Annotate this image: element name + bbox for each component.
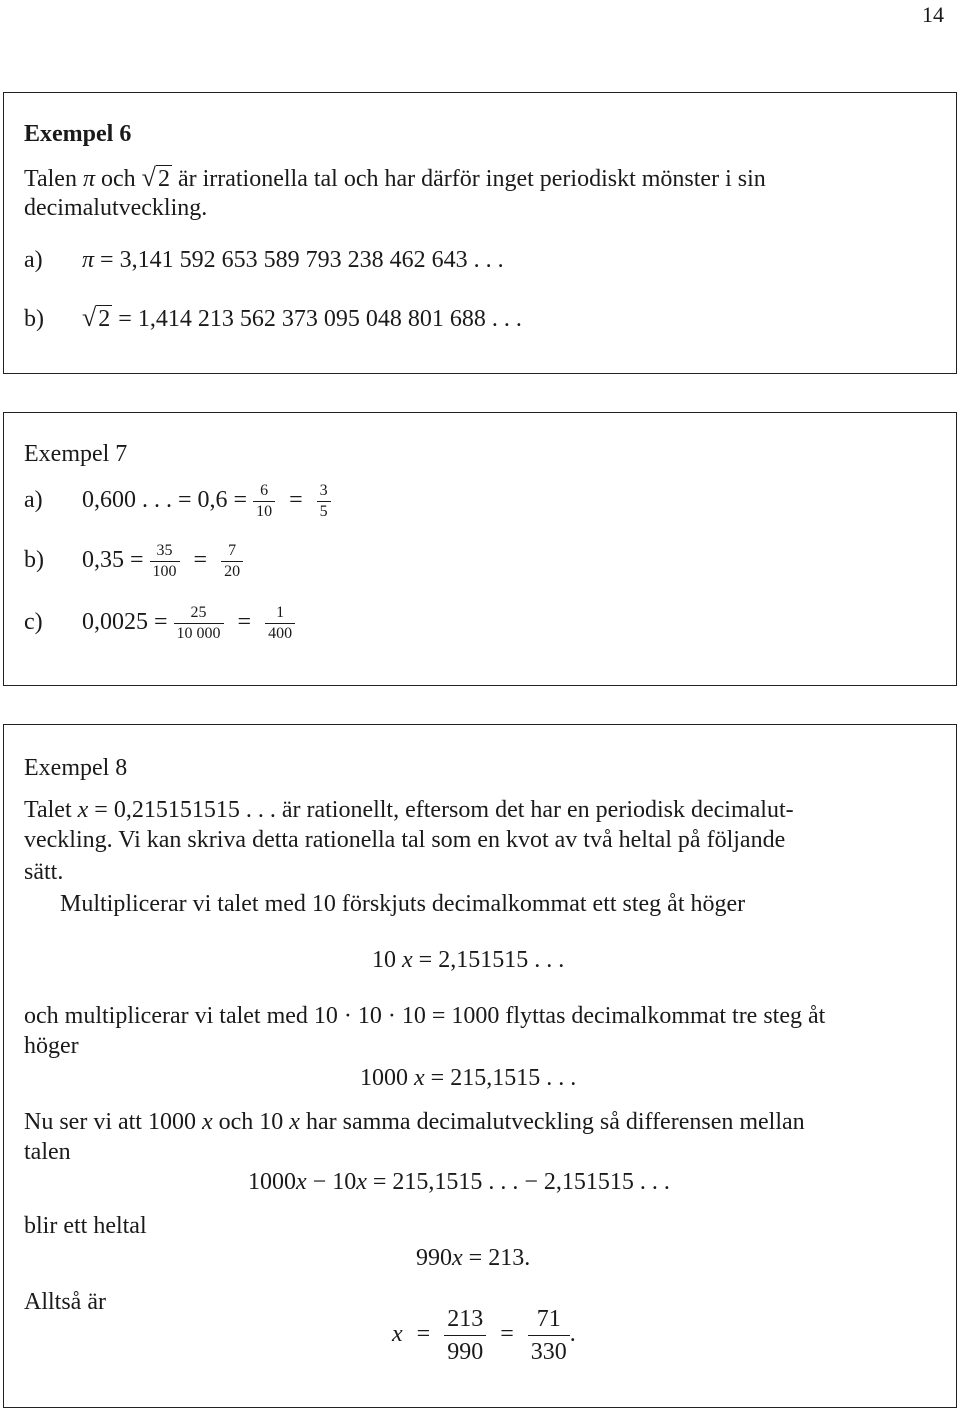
- fraction: $\frac{7}{20}$: [221, 543, 243, 580]
- sqrt-symbol: √2: [141, 163, 170, 192]
- fraction: $\frac{1}{400}$: [265, 605, 295, 642]
- equation-3: 1000x − 10x = 215,1515 . . . − 2,151515 . . .: [248, 1169, 670, 1195]
- fraction: $\frac{6}{10}$: [253, 483, 275, 520]
- page-number: 14: [922, 2, 944, 27]
- fraction: $\frac{71}{330}$: [528, 1307, 570, 1364]
- example-8-para4-line2: talen: [24, 1139, 71, 1165]
- example-7-item-c: c) 0,0025 = $\frac{25}{10 000}$ = $\frac{1}{400}$: [24, 605, 295, 642]
- example-8-para2: Multiplicerar vi talet med 10 förskjuts decimalkommat ett steg åt höger: [60, 891, 746, 917]
- sqrt-symbol: √2: [82, 303, 111, 332]
- example-8-para3-line2: höger: [24, 1033, 79, 1059]
- example-6-intro-line2: decimalutveckling.: [24, 195, 208, 221]
- equation-4: 990x = 213.: [416, 1245, 531, 1271]
- example-6-title: Exempel 6: [24, 121, 132, 147]
- example-6-item-a: a) π = 3,141 592 653 589 793 238 462 643 . . .: [24, 247, 504, 273]
- example-8-para1-line3: sätt.: [24, 859, 64, 885]
- example-7-item-b: b) 0,35 = $\frac{35}{100}$ = $\frac{7}{20}$: [24, 543, 243, 580]
- equation-1: 10 x = 2,151515 . . .: [372, 947, 565, 973]
- fraction: $\frac{25}{10 000}$: [174, 605, 224, 642]
- example-8-para5: blir ett heltal: [24, 1213, 147, 1239]
- equation-2: 1000 x = 215,1515 . . .: [360, 1065, 577, 1091]
- example-8-title: Exempel 8: [24, 755, 128, 781]
- example-8-para1-line2: veckling. Vi kan skriva detta rationella tal som en kvot av två heltal på följande: [24, 827, 786, 853]
- example-7-box: [3, 412, 957, 686]
- fraction: $\frac{3}{5}$: [317, 483, 331, 520]
- pi-symbol: π: [82, 166, 95, 192]
- example-7-item-a: a) 0,600 . . . = 0,6 = $\frac{6}{10}$ = $\frac{3}{5}$: [24, 483, 331, 520]
- example-6-box: [3, 92, 957, 374]
- example-6-item-b: b) √2 = 1,414 213 562 373 095 048 801 688 . . .: [24, 303, 522, 332]
- example-8-para3-line1: och multiplicerar vi talet med 10 · 10 · 10 = 1000 flyttas decimalkommat tre steg åt: [24, 1003, 826, 1029]
- example-8-box: [3, 724, 957, 1408]
- example-7-title: Exempel 7: [24, 441, 128, 467]
- example-8-para4-line1: Nu ser vi att 1000 x och 10 x har samma decimalutveckling så differensen mellan: [24, 1109, 805, 1135]
- equation-5: x = $\frac{213}{990}$ = $\frac{71}{330}$ .: [392, 1306, 576, 1365]
- example-6-intro-line1: Talen π och √2 är irrationella tal och har därför inget periodiskt mönster i sin: [24, 163, 766, 192]
- example-8-para6: Alltså är: [24, 1289, 106, 1315]
- fraction: $\frac{35}{100}$: [150, 543, 180, 580]
- fraction: $\frac{213}{990}$: [444, 1307, 486, 1364]
- example-8-para1-line1: Talet x = 0,215151515 . . . är rationellt, eftersom det har en periodisk decimalut-: [24, 797, 794, 823]
